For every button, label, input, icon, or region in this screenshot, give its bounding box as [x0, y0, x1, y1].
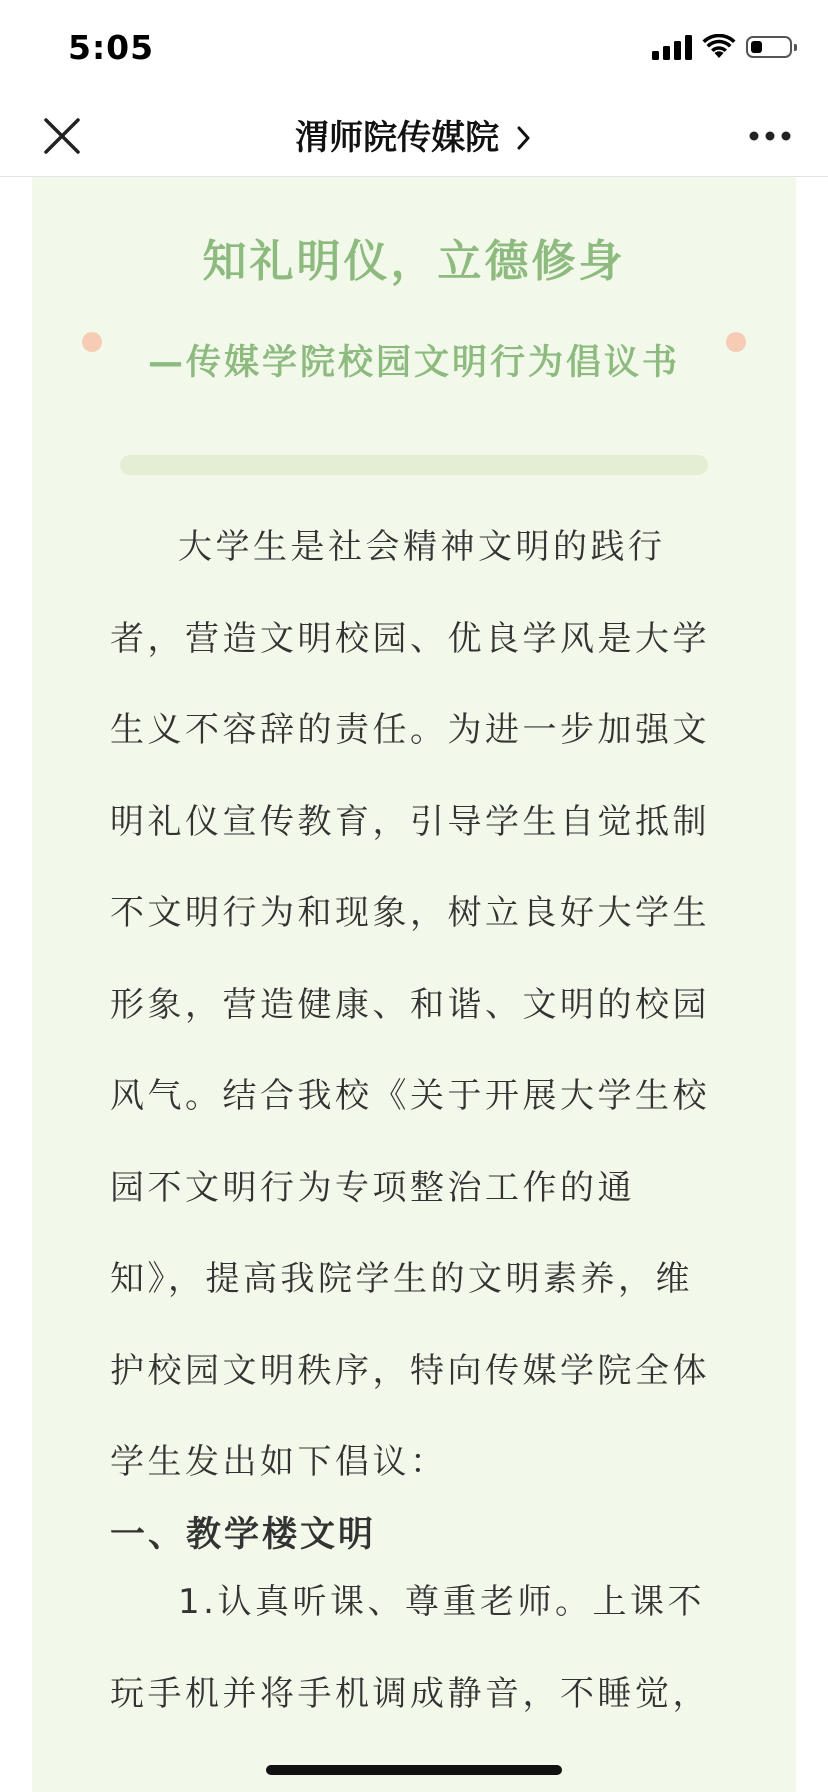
- status-time: 5:05: [68, 28, 155, 67]
- chevron-right-icon: [515, 124, 533, 152]
- status-icons: [652, 34, 792, 60]
- title-underline-bar: [120, 455, 708, 475]
- home-indicator: [266, 1765, 562, 1775]
- nav-bar: [0, 96, 828, 177]
- decor-dot-right: [726, 332, 746, 352]
- wifi-icon: [702, 34, 736, 60]
- decor-dot-left: [82, 332, 102, 352]
- section-heading: 一、教学楼文明: [110, 1515, 377, 1555]
- battery-level: [751, 41, 762, 53]
- status-bar: [0, 0, 828, 96]
- article-subtitle: —传媒学院校园文明行为倡议书: [147, 343, 680, 383]
- signal-icon: [652, 34, 692, 60]
- article-content: [32, 177, 796, 1792]
- more-icon[interactable]: [746, 120, 794, 152]
- article-title: 知礼明仪，立德修身: [202, 236, 626, 287]
- battery-icon: [746, 36, 792, 58]
- list-item: 1.认真听课、尊重老师。上课不玩手机并将手机调成静音，不睡觉，: [110, 1582, 710, 1714]
- account-title-link[interactable]: [0, 110, 828, 159]
- account-name: 渭师院传媒院: [295, 118, 500, 158]
- intro-paragraph: 大学生是社会精神文明的践行者，营造文明校园、优良学风是大学生义不容辞的责任。为进一步加强文明礼仪宣传教育，引导学生自觉抵制不文明行为和现象，树立良好大学生形象，营造健康、和谐、文明的校园风气。结合我校《关于开展大学生校园不文明行为专项整治工作的通知》，提高我院学生的文明素养，维护校园文明秩序，特向传媒学院全体学生发出如下倡议：: [110, 527, 710, 1482]
